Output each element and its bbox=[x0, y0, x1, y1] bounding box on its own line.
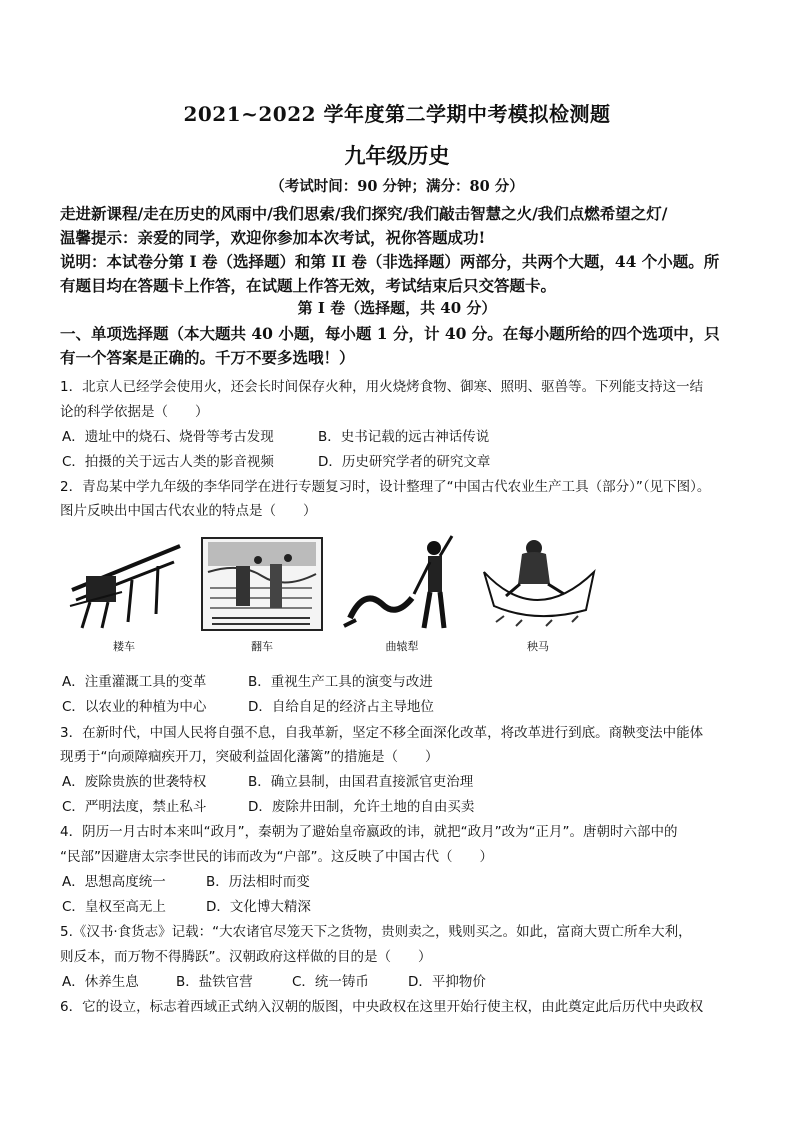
question-4-option-a: A．思想高度统一 bbox=[62, 874, 166, 890]
question-5-option-c: C．统一铸币 bbox=[292, 974, 369, 990]
question-5-line-2: 则反本，而万物不得腾跃”。汉朝政府这样做的目的是（ ） bbox=[60, 949, 432, 965]
question-2-option-d: D．自给自足的经济占主导地位 bbox=[248, 699, 434, 715]
question-2-option-a: A．注重灌溉工具的变革 bbox=[62, 674, 207, 690]
rice-seedling-horse-image bbox=[476, 532, 600, 654]
question-3-option-c: C．严明法度，禁止私斗 bbox=[62, 799, 207, 815]
curved-shaft-plough-label: 曲辕犁 bbox=[385, 640, 419, 653]
question-3-option-d: D．废除井田制，允许土地的自由买卖 bbox=[248, 799, 475, 815]
subject-title: 九年级历史 bbox=[344, 143, 450, 168]
question-3-option-a: A．废除贵族的世袭特权 bbox=[62, 774, 207, 790]
square-pallet-chain-pump-image bbox=[200, 532, 324, 654]
square-pallet-chain-pump-label: 翻车 bbox=[251, 640, 273, 653]
exam-time-info: （考试时间：90 分钟；满分：80 分） bbox=[270, 178, 524, 195]
question-6-line-1: 6．它的设立，标志着西域正式纳入汉朝的版图，中央政权在这里开始行使主权，由此奠定此后历代中央政权 bbox=[60, 999, 704, 1015]
section-title: 第 I 卷（选择题，共 40 分） bbox=[297, 299, 497, 317]
seed-drill-label: 耧车 bbox=[113, 640, 135, 653]
note-line-2: 有题目均在答题卡上作答，在试题上作答无效，考试结束后只交答题卡。 bbox=[60, 276, 557, 295]
seed-drill-image bbox=[62, 532, 186, 654]
farm-tools-figure bbox=[62, 532, 602, 654]
question-5-option-a: A．休养生息 bbox=[62, 974, 139, 990]
exam-title: 2021~2022 学年度第二学期中考模拟检测题 bbox=[183, 102, 611, 126]
question-2-line-1: 2．青岛某中学九年级的李华同学在进行专题复习时，设计整理了“中国古代农业生产工具（部分）”（见下图）。 bbox=[60, 479, 711, 495]
question-5-option-d: D．平抑物价 bbox=[408, 974, 486, 990]
question-1-option-c: C．拍摄的关于远古人类的影音视频 bbox=[62, 454, 274, 470]
question-2-option-c: C．以农业的种植为中心 bbox=[62, 699, 207, 715]
note-line-1: 说明：本试卷分第 I 卷（选择题）和第 II 卷（非选择题）两部分，共两个大题，44 个小题。所 bbox=[60, 252, 720, 271]
question-4-option-d: D．文化博大精深 bbox=[206, 899, 311, 915]
tip-line: 温馨提示：亲爱的同学，欢迎你参加本次考试，祝你答题成功! bbox=[60, 228, 486, 247]
question-1-option-a: A．遗址中的烧石、烧骨等考古发现 bbox=[62, 429, 274, 445]
question-1-line-2: 论的科学依据是（ ） bbox=[60, 404, 209, 420]
question-2-line-2: 图片反映出中国古代农业的特点是（ ） bbox=[60, 503, 317, 519]
question-3-line-1: 3．在新时代，中国人民将自强不息，自我革新，坚定不移全面深化改革，将改革进行到底。商鞅变法中能体 bbox=[60, 725, 704, 741]
question-3-line-2: 现勇于“向顽障痼疾开刀，突破利益固化藩篱”的措施是（ ） bbox=[60, 749, 439, 765]
question-4-line-1: 4．阴历一月古时本来叫“政月”，秦朝为了避始皇帝嬴政的讳，就把“政月”改为“正月”。唐朝时六部中的 bbox=[60, 824, 678, 840]
section-instruction-2: 有一个答案是正确的。千万不要多选哦！） bbox=[60, 348, 355, 367]
question-5-option-b: B．盐铁官营 bbox=[176, 974, 253, 990]
question-1-line-1: 1．北京人已经学会使用火，还会长时间保存火种，用火烧烤食物、御寒、照明、驱兽等。下列能支持这一结 bbox=[60, 379, 704, 395]
question-1-option-d: D．历史研究学者的研究文章 bbox=[318, 454, 491, 470]
question-1-option-b: B．史书记载的远古神话传说 bbox=[318, 429, 490, 445]
rice-seedling-horse-label: 秧马 bbox=[527, 640, 549, 653]
question-4-option-b: B．历法相时而变 bbox=[206, 874, 310, 890]
question-3-option-b: B．确立县制，由国君直接派官吏治理 bbox=[248, 774, 474, 790]
curved-shaft-plough-image bbox=[340, 532, 464, 654]
question-4-line-2: “民部”因避唐太宗李世民的讳而改为“户部”。这反映了中国古代（ ） bbox=[60, 849, 493, 865]
section-instruction-1: 一、单项选择题（本大题共 40 小题，每小题 1 分，计 40 分。在每小题所给的四个选项中，只 bbox=[60, 324, 720, 343]
question-4-option-c: C．皇权至高无上 bbox=[62, 899, 166, 915]
motto-line: 走进新课程/走在历史的风雨中/我们思索/我们探究/我们敲击智慧之火/我们点燃希望之灯/ bbox=[60, 204, 668, 223]
question-5-line-1: 5.《汉书·食货志》记载：“大农诸官尽笼天下之货物，贵则卖之，贱则买之。如此，富商大贾亡所牟大利， bbox=[60, 924, 692, 940]
question-2-option-b: B．重视生产工具的演变与改进 bbox=[248, 674, 433, 690]
